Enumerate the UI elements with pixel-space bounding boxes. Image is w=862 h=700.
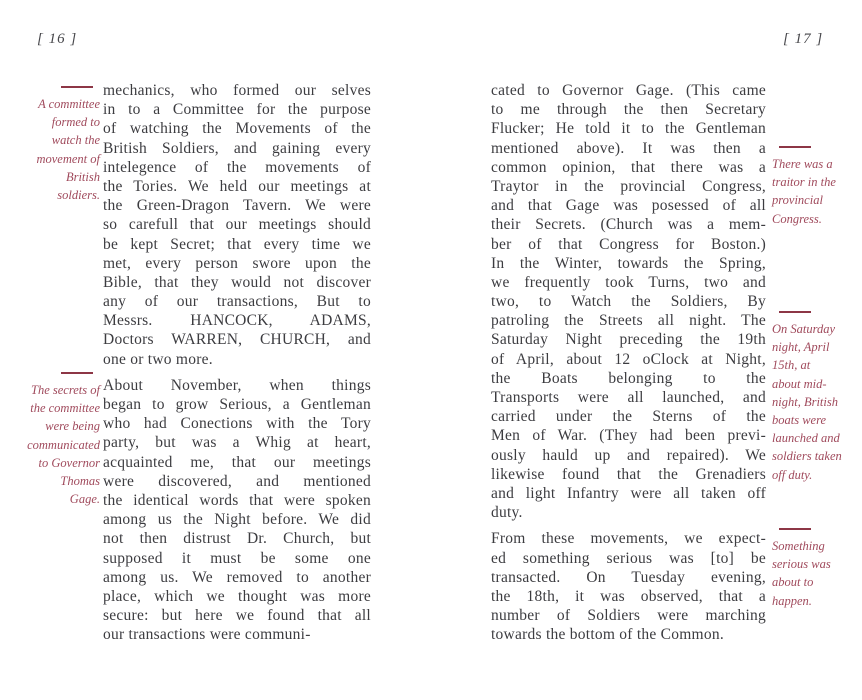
note-line: movement of: [36, 151, 100, 166]
note-line: about mid-: [772, 376, 827, 391]
paragraph: [103, 81, 371, 369]
text-line: carried under the Sterns of the: [491, 408, 766, 426]
text-line: one or two more.: [103, 350, 213, 368]
text-line: party, but was a Whig at heart,: [103, 434, 371, 452]
paragraph: [491, 529, 766, 644]
note-line: 15th, at: [772, 358, 811, 373]
text-line: of watching the Movements of the: [103, 120, 371, 138]
note-line: the committee: [30, 401, 100, 416]
text-line: Saturday Night preceding the 19th: [491, 331, 766, 349]
text-line: cated to Governor Gage. (This came: [491, 82, 766, 99]
margin-note: [24, 86, 100, 204]
text-line: our transactions were communi-: [103, 626, 311, 644]
note-line: The secrets of: [31, 383, 100, 397]
note-line: to Governor: [38, 455, 100, 470]
text-line: Doctors WARREN, CHURCH, and: [103, 331, 371, 349]
note-rule: [61, 86, 93, 88]
text-line: who had Conections with the Tory: [103, 415, 371, 433]
text-line: secure: but here we found that all: [103, 607, 371, 625]
text-line: and that Gage was posessed of all: [491, 197, 766, 215]
paragraph: [103, 376, 371, 645]
text-line: ber of that Congress for Boston.): [491, 235, 766, 253]
text-line: met, every person swore upon the: [103, 254, 371, 272]
text-line: Transports were all launched, and: [491, 389, 766, 406]
note-line: soldiers taken: [772, 449, 842, 464]
text-line: of April, about 12 oClock at Night,: [491, 350, 766, 368]
note-rule: [779, 311, 811, 313]
text-line: so carefull that our meetings should: [103, 216, 371, 234]
margin-note: [772, 146, 860, 228]
text-line: British Soldiers, and gaining every: [103, 139, 371, 157]
text-line: the Tories. We held our meetings at: [103, 177, 371, 195]
text-line: and light Infantry were all taken off: [491, 484, 766, 502]
note-line: communicated: [27, 437, 100, 452]
page-number-right: [ 17 ]: [783, 31, 824, 47]
text-line: ed something serious was [to] be: [491, 549, 766, 567]
note-line: There was a: [772, 157, 833, 171]
margin-notes-left: [24, 0, 100, 700]
note-rule: [779, 528, 811, 530]
text-line: ously hauld up and repaired). We: [491, 446, 766, 464]
text-line: mentioned above). It was then a: [491, 139, 766, 157]
text-line: patroling the Streets all night. The: [491, 312, 766, 330]
note-line: happen.: [772, 593, 812, 608]
note-line: On Saturday: [772, 322, 836, 336]
note-line: A committee: [38, 97, 100, 111]
note-line: off duty.: [772, 467, 813, 482]
note-line: were being: [45, 419, 100, 434]
note-line: Thomas: [60, 474, 100, 489]
text-line: two, to Watch the Soldiers, By: [491, 293, 766, 311]
page-number-left: [ 16 ]: [37, 31, 78, 47]
text-line: towards the bottom of the Common.: [491, 626, 724, 644]
text-line: their Secrets. (Church was a mem-: [491, 216, 766, 234]
note-line: about to: [772, 575, 814, 590]
note-rule: [61, 372, 93, 374]
text-line: Traytor in the provincial Congress,: [491, 177, 766, 195]
text-line: intelegence of the movements of: [103, 158, 371, 176]
margin-notes-right: [772, 0, 860, 700]
text-line: acquainted me, that our meetings: [103, 453, 371, 471]
note-line: boats were: [772, 413, 827, 428]
note-line: Something: [772, 539, 825, 553]
text-line: number of Soldiers were marching: [491, 607, 766, 625]
text-line: among us the Night before. We did: [103, 511, 371, 529]
margin-note: [772, 311, 860, 484]
text-line: the 18th, it was observed, that a: [491, 587, 766, 605]
text-line: place, which we thought was more: [103, 587, 371, 605]
text-column-right: [491, 81, 766, 644]
text-line: likewise found that the Grenadiers: [491, 465, 766, 483]
note-line: night, April: [772, 340, 830, 355]
text-line: the Boats belonging to the: [491, 369, 766, 387]
text-line: duty.: [491, 504, 523, 522]
text-line: Bible, that they would not discover: [103, 273, 371, 291]
note-line: traitor in the: [772, 175, 836, 190]
text-line: the identical words that were spoken: [103, 491, 371, 509]
note-line: soldiers.: [57, 188, 100, 203]
text-line: any of our transactions, But to: [103, 293, 371, 311]
note-line: British: [65, 169, 100, 184]
note-line: night, British: [772, 394, 838, 409]
text-line: in to a Committee for the purpose: [103, 101, 371, 119]
text-line: transacted. On Tuesday evening,: [491, 568, 766, 586]
text-line: we frequently took Turns, two and: [491, 273, 766, 291]
note-line: provincial: [772, 193, 823, 208]
margin-note: [24, 372, 100, 508]
text-line: common opinion, that there was a: [491, 158, 766, 176]
text-line: Flucker; He told it to the Gentleman: [491, 120, 766, 138]
text-line: were discovered, and mentioned: [103, 472, 371, 490]
text-line: Messrs. HANCOCK, ADAMS,: [103, 312, 371, 330]
text-line: supposed it must be some one: [103, 549, 371, 567]
text-line: began to grow Serious, a Gentleman: [103, 396, 371, 413]
note-line: formed to: [51, 115, 100, 130]
text-line: In the Winter, towards the Spring,: [491, 254, 766, 272]
text-column-left: [103, 81, 371, 644]
text-line: to me through the then Secretary: [491, 101, 766, 119]
text-line: Men of War. (They had been previ-: [491, 427, 766, 445]
text-line: From these movements, we expect-: [491, 530, 766, 548]
text-line: be kept Secret; that every time we: [103, 235, 371, 253]
text-line: not then distrust Dr. Church, but: [103, 530, 371, 548]
text-line: the Green-Dragon Tavern. We were: [103, 197, 371, 215]
note-line: launched and: [772, 431, 840, 446]
note-line: Gage.: [69, 492, 100, 507]
text-line: mechanics, who formed our selves: [103, 82, 371, 99]
note-line: Congress.: [772, 211, 822, 226]
note-line: watch the: [51, 133, 100, 148]
paragraph: [491, 81, 766, 522]
note-line: serious was: [772, 557, 831, 572]
text-line: among us. We removed to another: [103, 568, 371, 586]
note-rule: [779, 146, 811, 148]
text-line: About November, when things: [103, 376, 371, 394]
margin-note: [772, 528, 860, 610]
